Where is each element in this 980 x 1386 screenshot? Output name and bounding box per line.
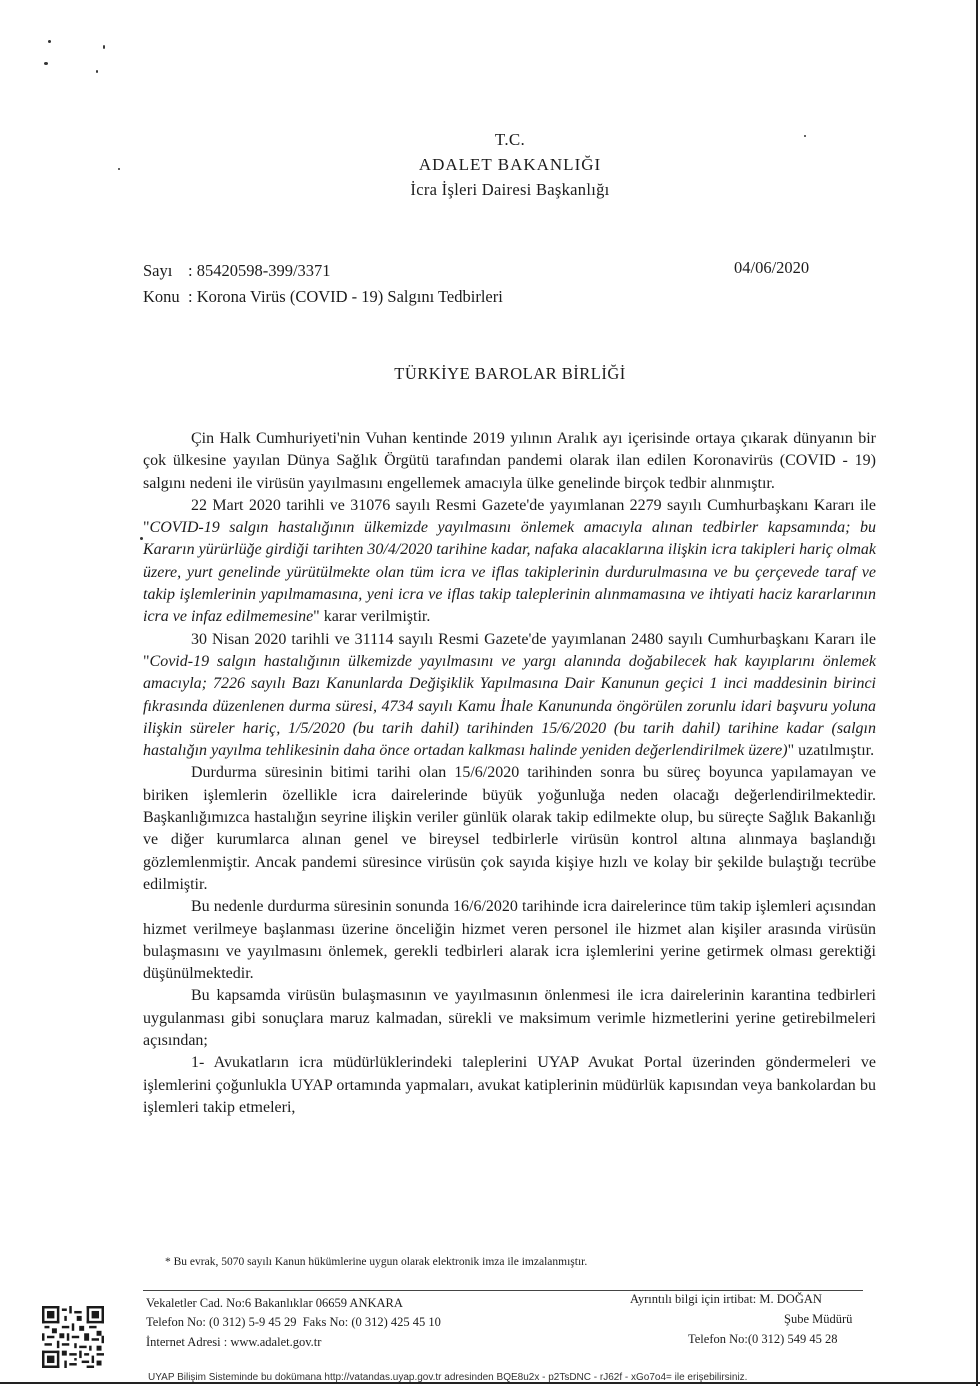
footer-address: Vekaletler Cad. No:6 Bakanlıklar 06659 ANKARA — [146, 1296, 403, 1310]
uyap-verification: UYAP Bilişim Sisteminde bu dokümana http://vatandas.uyap.gov.tr adresinden BQE8u2x - p2TsDNC - rJ62f - xGo7o4= ile erişebilirsiniz. — [148, 1372, 748, 1383]
scan-edge-right — [976, 0, 978, 1386]
paragraph-7: 1- Avukatların icra müdürlüklerindeki taleplerini UYAP Avukat Portal üzerinden göndermeleri ve işlemlerini çoğunlukla UYAP ortamında yapmaları, avukat katiplerinin müdürlük kapısından veya bankolardan bu işlemleri takip etmeleri, — [143, 1054, 876, 1116]
footer-contact: Ayrıntılı bilgi için irtibat: M. DOĞAN — [630, 1292, 822, 1306]
footer-phone-fax: Telefon No: (0 312) 5-9 45 29 Faks No: (0 312) 425 45 10 — [146, 1315, 441, 1329]
e-signature-note: * Bu evrak, 5070 sayılı Kanun hükümlerine uygun olarak elektronik imza ile imzalanmıştır. — [165, 1256, 588, 1268]
header-department: İcra İşleri Dairesi Başkanlığı — [410, 180, 610, 199]
footer-contact-phone: Telefon No:(0 312) 549 45 28 — [688, 1332, 838, 1346]
sayi-value: : 85420598-399/3371 — [188, 261, 331, 280]
paragraph-2-end: " karar verilmiştir. — [313, 608, 431, 626]
document-date: 04/06/2020 — [734, 258, 810, 277]
scan-speck — [103, 45, 105, 49]
paragraph-2-intro: 22 Mart 2020 tarihli ve 31076 sayılı Resmi Gazete'de yayımlanan 2279 sayılı Cumhurbaşkanı Kararı ile " — [143, 496, 876, 537]
header-tc: T.C. — [494, 130, 526, 149]
paragraph-5: Bu nedenle durdurma süresinin sonunda 16/6/2020 tarihinde icra dairelerince tüm takip işlemleri açısından hizmet verilmeye başlanması üzerine önceliğin hizmet veren personel ile hizmet alan kişiler arasında virüsün bulaşmasını ve yayılmasını önlemek, gerekli tedbirleri alarak icra işlemlerini yerine getirmek olması gerektiği düşünülmektedir. — [143, 898, 876, 983]
paragraph-3-end: " uzatılmıştır. — [787, 742, 875, 760]
footer-web-link[interactable]: İnternet Adresi : www.adalet.gov.tr — [146, 1335, 322, 1349]
paragraph-3-intro: 30 Nisan 2020 tarihli ve 31114 sayılı Resmi Gazete'de yayımlanan 2480 sayılı Cumhurbaşkanı Kararı ile " — [143, 630, 876, 670]
paragraph-6: Bu kapsamda virüsün bulaşmasının ve yayılmasının önlenmesi ile icra dairelerinin karantina tedbirleri uygulanması gibi sonuçlara maruz kalmadan, sürekli ve maksimum verimle hizmetlerini yerine getirebilmeleri açısından; — [143, 987, 876, 1050]
paragraph-1: Çin Halk Cumhuriyeti'nin Vuhan kentinde 2019 yılının Aralık ayı içerisinde ortaya çıkarak dünyanın bir çok ülkesine yayılan Dünya Sağlık Örgütü tarafından pandemi olarak ilan edilen Koronavirüs (COVID - 19) salgını nedeni ile virüsün yayılmasını engellemek amacıyla ülke genelinde birçok tedbir alınmıştır. — [143, 430, 876, 492]
paragraph-3-quote: Covid-19 salgın hastalığının ülkemizde yayılmasını ve yargı alanında doğabilecek hak kayıplarını önlemek amacıyla; 7226 sayılı Bazı Kanunlarda Değişiklik Yapılmasına Dair Kanunun geçici 1 inci maddesinin birinci fıkrasında düzenlenen durma süresi, 4734 sayılı Kamu İhale Kanununda öngörülen zorunlu idari başvuru yoluna ilişkin süreler hariç, 1/5/2020 (bu tarih dahil) tarihinden 15/6/2020 (bu tarih dahil) tarihine kadar (salgın hastalığın yayılma tehlikesinin daha önce ortadan kalkması halinde yeniden değerlendirilmek üzere) — [143, 652, 876, 760]
recipient: TÜRKİYE BAROLAR BİRLİĞİ — [394, 364, 626, 383]
scan-speck — [118, 168, 120, 170]
scan-speck — [48, 40, 51, 43]
footer-contact-title: Şube Müdürü — [784, 1312, 853, 1326]
paragraph-2-quote: COVID-19 salgın hastalığının ülkemizde yayılmasını önlemek amacıyla alınan tedbirler kapsamında; bu Kararın yürürlüğe girdiği tarihten 30/4/2020 tarihine kadar, nafaka alacaklarına ilişkin icra takipleri hariç olmak üzere, yurt genelinde yürütülmekte olan tüm icra ve iflas takiplerinin durdurulmasına ve bu çerçevede taraf ve takip işlemlerinin yapılmamasına, yeni icra ve iflas takip taleplerinin alınmamasına ve ihtiyati haciz kararlarının icra ve infaz edilmemesine — [143, 519, 876, 626]
scan-speck — [96, 70, 98, 73]
scan-speck — [804, 135, 806, 137]
konu-value: : Korona Virüs (COVID - 19) Salgını Tedbirleri — [188, 287, 503, 306]
letter-body — [143, 428, 876, 1119]
paragraph-3 — [143, 629, 876, 763]
header-ministry: ADALET BAKANLIĞI — [418, 155, 602, 174]
konu-label: Konu — [143, 287, 180, 306]
sayi-label: Sayı — [143, 261, 173, 280]
scan-speck — [44, 62, 48, 65]
qr-code-icon — [42, 1306, 104, 1368]
paragraph-2 — [143, 495, 876, 629]
paragraph-4: Durdurma süresinin bitimi tarihi olan 15/6/2020 tarihinden sonra bu süreç boyunca yapılamayan ve biriken işlemlerin özellikle icra dairelerinde büyük yoğunluğa neden olacağı değerlendirilmektedir. Başkanlığımızca hastalığın seyrine ilişkin veriler günlük olarak takip edilmekte olup, bu süreçte Sağlık Bakanlığı ve diğer kurumlarca alınan genel ve bireysel tedbirlerle virüsün kontrol altına alınmaya başlandığı gözlemlenmiştir. Ancak pandemi süresince virüsün çok sayıda kişiye hızlı ve kolay bir şekilde bulaştığı tecrübe edilmiştir. — [143, 764, 876, 893]
